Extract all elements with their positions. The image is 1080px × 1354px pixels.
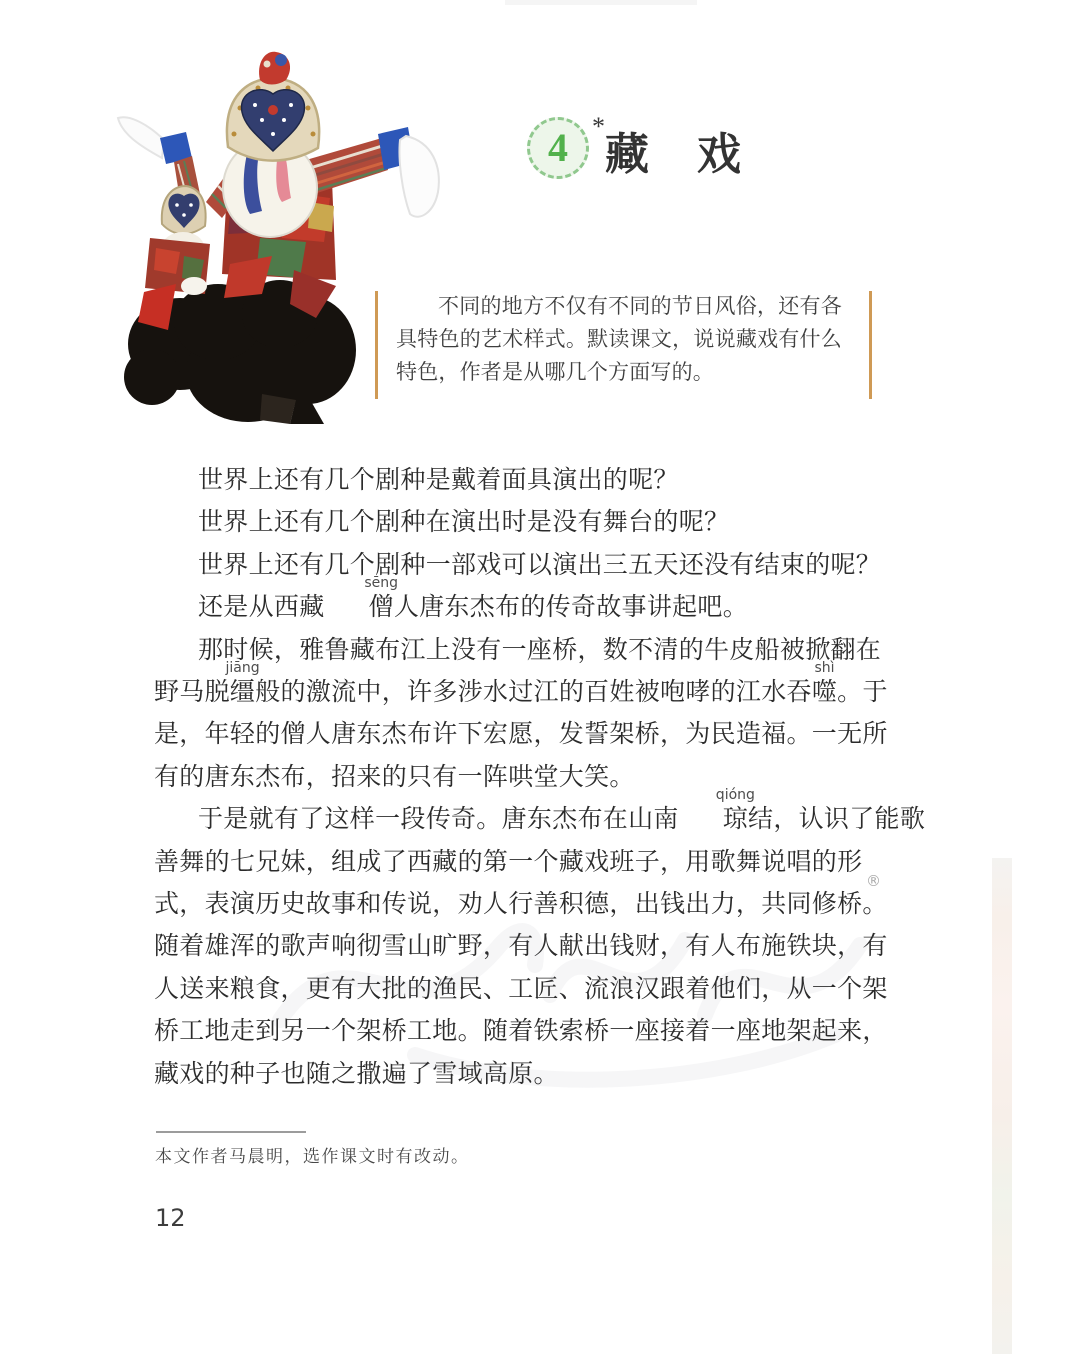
- intro-text: 不同的地方不仅有不同的节日风俗，还有各具特色的艺术样式。默读课文，说说藏戏有什么特色，作者是从哪几个方面写的。: [396, 294, 842, 384]
- body-text: [154, 460, 926, 1096]
- pinyin-label: shì: [814, 660, 835, 677]
- text-line: 桥工地走到另一个架桥工地。随着铁索桥一座接着一座地架起来，: [154, 1018, 888, 1046]
- pinyin-label: qióng: [715, 787, 755, 804]
- lesson-number: 4: [548, 125, 568, 170]
- pinyin-annotated-char: 僧 sēng: [325, 587, 394, 629]
- lesson-number-badge: [527, 117, 589, 179]
- text-line: 世界上还有几个剧种在演出时是没有舞台的呢？: [198, 509, 730, 537]
- lesson-title: 藏 戏: [605, 130, 743, 179]
- pinyin-label: jiāng: [225, 660, 260, 677]
- text-line: 是，年轻的僧人唐东杰布许下宏愿，发誓架桥，为民造福。一无所: [154, 721, 888, 749]
- lesson-asterisk: *: [592, 112, 605, 141]
- pinyin-annotated-char: 噬 shì: [811, 660, 838, 707]
- pinyin-label: sēng: [364, 575, 399, 592]
- intro-left-bar: [375, 291, 378, 399]
- pinyin-annotated-char: 缰 jiāng: [225, 660, 260, 707]
- scan-edge-top: [505, 0, 697, 5]
- text-line: 世界上还有几个剧种是戴着面具演出的呢？: [198, 467, 679, 494]
- text-line: 于是就有了这样一段传奇。唐东杰布在山南 琼 qióng 结，认识了能歌: [154, 799, 882, 841]
- registered-trademark-icon: ®: [866, 872, 881, 890]
- footnote-text: 本文作者马晨明，选作课文时有改动。: [155, 1147, 470, 1166]
- text-line: 那时候，雅鲁藏布江上没有一座桥，数不清的牛皮船被掀翻在: [198, 636, 882, 664]
- text-line: 有的唐东杰布，招来的只有一阵哄堂大笑。: [154, 763, 635, 791]
- text-line: 藏戏的种子也随之撒遍了雪域高原。: [154, 1060, 559, 1088]
- text-line: 还是从西藏 僧 sēng 人唐东杰布的传奇故事讲起吧。: [154, 587, 882, 629]
- page-number: 12: [155, 1204, 186, 1232]
- scan-edge-right: [992, 858, 1012, 1354]
- text-line: 野马脱缰 jiāng 般的激流中，许多涉水过江的百姓被咆哮的江水吞噬 shì 。于: [154, 672, 882, 714]
- text-line: 式，表演历史故事和传说，劝人行善积德，出钱出力，共同修桥。: [154, 891, 888, 919]
- text-line: 人送来粮食，更有大批的渔民、工匠、流浪汉跟着他们，从一个架: [154, 975, 888, 1003]
- text-line: 善舞的七兄妹，组成了西藏的第一个藏戏班子，用歌舞说唱的形: [154, 848, 863, 876]
- text-line: 随着雄浑的歌声响彻雪山旷野，有人献出钱财，有人布施铁块，有: [154, 933, 888, 961]
- footnote-divider: [156, 1131, 306, 1133]
- text-line: 世界上还有几个剧种一部戏可以演出三五天还没有结束的呢？: [198, 551, 882, 579]
- intro-box: [375, 288, 872, 404]
- pinyin-annotated-char: 琼 qióng: [679, 799, 748, 841]
- intro-right-bar: [869, 291, 872, 399]
- main-dancer: [206, 52, 439, 318]
